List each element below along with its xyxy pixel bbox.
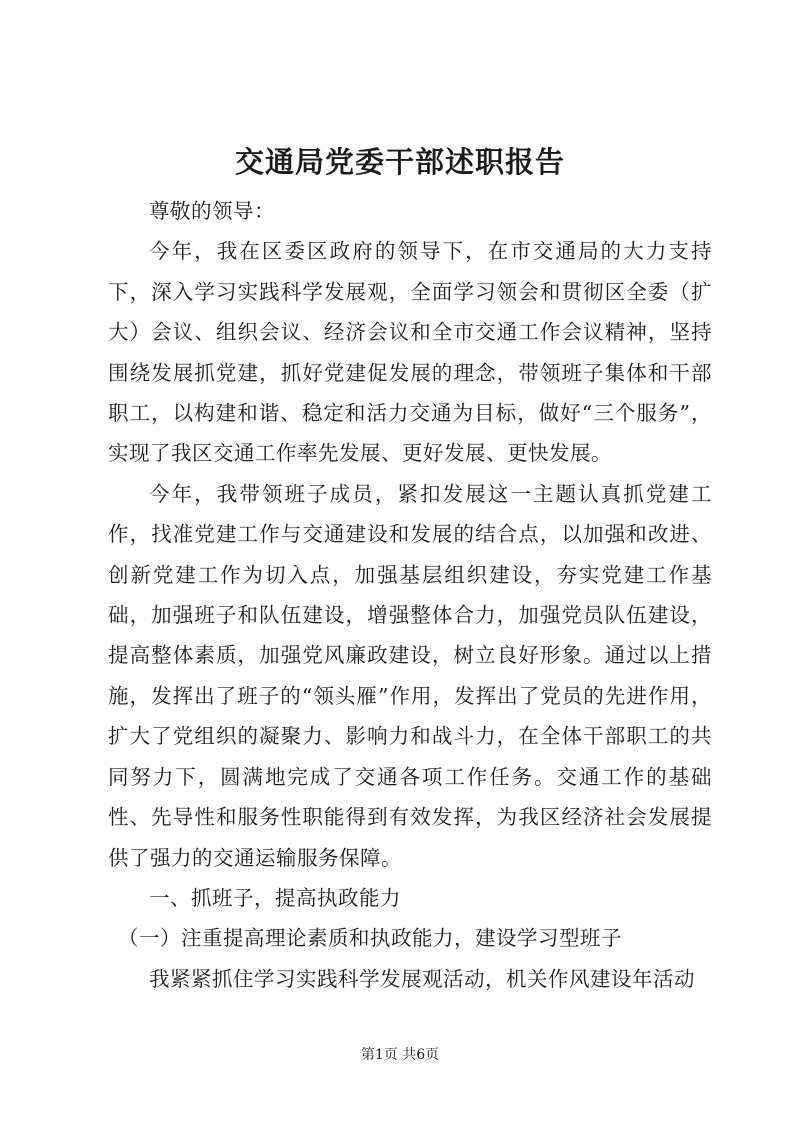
paragraph-2: 今年，我带领班子成员，紧扣发展这一主题认真抓党建工作，找准党建工作与交通建设和发展的结合点，以加强和改进、创新党建工作为切入点，加强基层组织建设，夯实党建工作基础，加强班子和队伍建设，增强整体合力，加强党员队伍建设，提高整体素质，加强党风廉政建设，树立良好形象。通过以上措施，发挥出了班子的“领头雁”作用，发挥出了党员的先进作用，扩大了党组织的凝聚力、影响力和战斗力，在全体干部职工的共同努力下，圆满地完成了交通各项工作任务。交通工作的基础性、先导性和服务性职能得到有效发挥，为我区经济社会发展提供了强力的交通运输服务保障。	[108, 481, 712, 870]
document-body	[108, 191, 712, 999]
salutation: 尊敬的领导：	[149, 199, 275, 223]
section-heading: 一、抓班子，提高执政能力	[149, 885, 401, 910]
paragraph-3: 我紧紧抓住学习实践科学发展观活动，机关作风建设年活动	[149, 966, 695, 991]
page-number-footer: 第1页 共6页	[360, 1047, 440, 1063]
subsection-heading: （一）注重提高理论素质和执政能力，建设学习型班子	[118, 926, 622, 951]
paragraph-1: 今年，我在区委区政府的领导下，在市交通局的大力支持下，深入学习实践科学发展观，全面学习领会和贯彻区全委（扩大）会议、组织会议、经济会议和全市交通工作会议精神，坚持围绕发展抓党建，抓好党建促发展的理念，带领班子集体和干部职工，以构建和谐、稳定和活力交通为目标，做好“三个服务”，实现了我区交通工作率先发展、更好发展、更快发展。	[108, 239, 712, 466]
document-title: 交通局党委干部述职报告	[234, 145, 565, 179]
